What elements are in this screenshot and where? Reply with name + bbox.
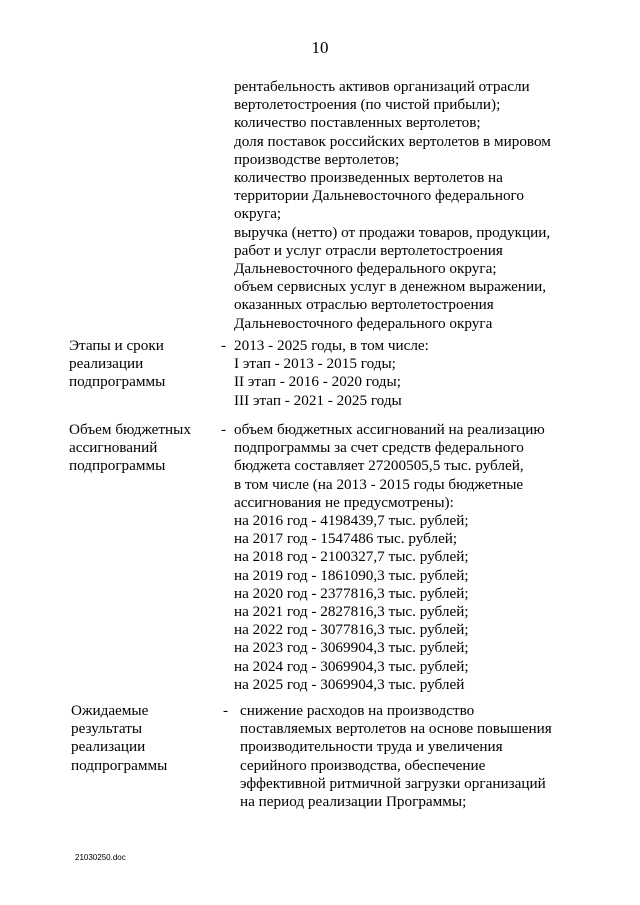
- stages-label: [69, 337, 165, 392]
- text-line: выручка (нетто) от продажи товаров, продукции,: [234, 223, 551, 241]
- text-line: объем сервисных услуг в денежном выражении,: [234, 278, 547, 296]
- text-line: объем бюджетных ассигнований на реализацию: [234, 421, 545, 438]
- text-line: реализации: [69, 355, 144, 373]
- text-line: подпрограммы за счет средств федерального: [234, 439, 524, 457]
- text-line: на 2023 год - 3069904,3 тыс. рублей;: [234, 639, 469, 657]
- text-line: вертолетостроения (по чистой прибыли);: [234, 96, 501, 114]
- budget-label: [69, 421, 191, 476]
- text-line: Этапы и сроки: [69, 337, 164, 354]
- text-line: на 2018 год - 2100327,7 тыс. рублей;: [234, 548, 469, 566]
- text-line: реализации: [71, 738, 146, 756]
- text-line: 2013 - 2025 годы, в том числе:: [234, 337, 429, 354]
- text-line: Ожидаемые: [71, 702, 149, 719]
- text-line: Дальневосточного федерального округа;: [234, 260, 497, 278]
- text-line: производстве вертолетов;: [234, 150, 400, 168]
- text-line: бюджета составляет 27200505,5 тыс. рублей,: [234, 457, 524, 475]
- text-line: подпрограммы: [71, 756, 168, 774]
- text-line: на период реализации Программы;: [240, 793, 467, 811]
- text-line: территории Дальневосточного федерального: [234, 187, 524, 205]
- stages-dash: -: [221, 337, 227, 354]
- text-line: подпрограммы: [69, 457, 166, 475]
- text-line: округа;: [234, 205, 282, 223]
- text-line: I этап - 2013 - 2015 годы;: [234, 355, 396, 373]
- text-line: количество поставленных вертолетов;: [234, 114, 481, 132]
- text-line: Объем бюджетных: [69, 421, 191, 438]
- text-line: серийного производства, обеспечение: [240, 756, 486, 774]
- text-line: на 2020 год - 2377816,3 тыс. рублей;: [234, 584, 469, 602]
- budget-value: [234, 421, 545, 694]
- text-line: на 2019 год - 1861090,3 тыс. рублей;: [234, 566, 469, 584]
- results-label: [71, 702, 167, 775]
- page-number: 10: [311, 38, 329, 57]
- text-line: III этап - 2021 - 2025 годы: [234, 391, 402, 409]
- text-line: доля поставок российских вертолетов в мировом: [234, 132, 551, 150]
- text-line: результаты: [71, 720, 143, 738]
- text-line: подпрограммы: [69, 373, 166, 391]
- results-value: [240, 702, 552, 811]
- text-line: оказанных отраслью вертолетостроения: [234, 296, 494, 314]
- text-line: Дальневосточного федерального округа: [234, 314, 493, 332]
- text-line: ассигнования не предусмотрены):: [234, 493, 454, 511]
- text-line: II этап - 2016 - 2020 годы;: [234, 373, 401, 391]
- text-line: количество произведенных вертолетов на: [234, 169, 503, 187]
- text-line: рентабельность активов организаций отрасли: [234, 78, 530, 95]
- text-line: на 2017 год - 1547486 тыс. рублей;: [234, 530, 458, 548]
- text-line: ассигнований: [69, 439, 158, 457]
- text-line: эффективной ритмичной загрузки организаций: [240, 774, 546, 792]
- results-dash: -: [223, 702, 229, 719]
- text-line: на 2021 год - 2827816,3 тыс. рублей;: [234, 603, 469, 621]
- budget-dash: -: [221, 421, 227, 438]
- text-line: на 2025 год - 3069904,3 тыс. рублей: [234, 675, 465, 693]
- text-line: производительности труда и увеличения: [240, 738, 503, 756]
- continuation-text: [234, 78, 551, 333]
- text-line: снижение расходов на производство: [240, 702, 475, 719]
- text-line: на 2022 год - 3077816,3 тыс. рублей;: [234, 621, 469, 639]
- text-line: на 2024 год - 3069904,3 тыс. рублей;: [234, 657, 469, 675]
- text-line: на 2016 год - 4198439,7 тыс. рублей;: [234, 512, 469, 530]
- text-line: работ и услуг отрасли вертолетостроения: [234, 241, 503, 259]
- stages-value: [234, 337, 429, 410]
- text-line: в том числе (на 2013 - 2015 годы бюджетные: [234, 475, 524, 493]
- footer-filename: 21030250.doc: [75, 853, 126, 862]
- text-line: поставляемых вертолетов на основе повышения: [240, 720, 552, 738]
